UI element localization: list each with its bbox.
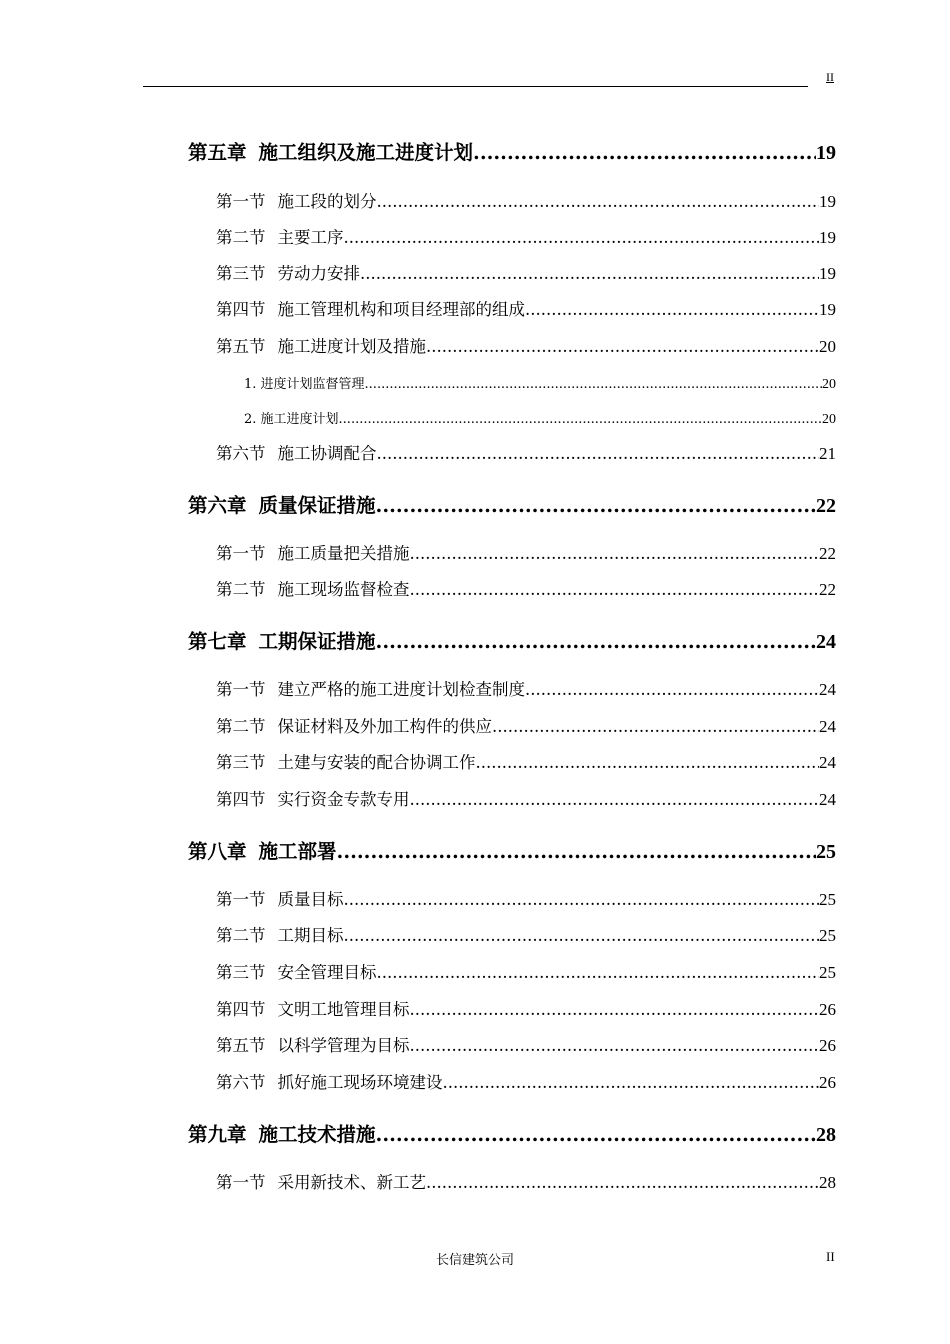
footer-page-number: II: [826, 1249, 835, 1264]
toc-entry-text: 施工质量把关措施: [277, 544, 410, 563]
toc-entry-text: 施工现场监督检查: [277, 580, 410, 599]
toc-leader-dots: [344, 228, 820, 247]
toc-entry-page: 20: [822, 377, 836, 392]
header-page-number: II: [826, 70, 834, 84]
toc-entry-number: 第五节: [216, 337, 266, 356]
toc-section-entry[interactable]: [216, 440, 836, 466]
toc-entry-text: 2. 施工进度计划: [244, 412, 339, 427]
toc-entry-number: 第二节: [216, 926, 266, 945]
toc-leader-dots: [360, 264, 819, 283]
toc-chapter-entry[interactable]: [188, 137, 836, 167]
toc-leader-dots: [377, 444, 820, 463]
toc-leader-dots: [492, 717, 819, 736]
toc-chapter-entry[interactable]: [188, 836, 836, 866]
toc-section-entry[interactable]: [216, 786, 836, 812]
toc-entry-page: 19: [819, 192, 836, 211]
toc-entry-title: [216, 260, 360, 284]
toc-section-entry[interactable]: [216, 922, 836, 948]
toc-entry-page: 28: [819, 1173, 836, 1192]
toc-entry-title: [216, 996, 410, 1020]
toc-section-entry[interactable]: [216, 260, 836, 286]
toc-entry-number: 第六节: [216, 444, 266, 463]
toc-leader-dots: [377, 192, 820, 211]
toc-entry-text: 抓好施工现场环境建设: [277, 1073, 443, 1092]
toc-entry-title: [216, 1032, 410, 1056]
toc-leader-dots: [376, 630, 816, 653]
toc-entry-number: 第五章: [188, 141, 247, 164]
toc-section-entry[interactable]: [216, 296, 836, 322]
toc-chapter-entry[interactable]: [188, 490, 836, 520]
toc-entry-title: [216, 224, 344, 248]
toc-entry-title: [244, 408, 339, 427]
toc-leader-dots: [410, 1036, 820, 1055]
toc-entry-number: 第五节: [216, 1036, 266, 1055]
toc-entry-number: 第一节: [216, 1173, 266, 1192]
toc-entry-number: 第四节: [216, 790, 266, 809]
toc-leader-dots: [344, 926, 820, 945]
toc-entry-title: [188, 1119, 376, 1147]
toc-subsection-entry[interactable]: [244, 408, 836, 428]
toc-entry-page: 19: [816, 142, 836, 164]
toc-section-entry[interactable]: [216, 749, 836, 775]
toc-entry-page: 26: [819, 1000, 836, 1019]
toc-leader-dots: [339, 412, 822, 427]
toc-entry-title: [216, 188, 377, 212]
toc-entry-title: [188, 490, 376, 518]
toc-entry-page: 19: [819, 228, 836, 247]
toc-entry-text: 施工部署: [258, 840, 337, 863]
footer-company: 长信建筑公司: [435, 1253, 514, 1268]
toc-entry-title: [244, 373, 365, 392]
toc-entry-number: 第二节: [216, 580, 266, 599]
toc-entry-title: [216, 886, 344, 910]
toc-leader-dots: [525, 300, 819, 319]
toc-entry-number: 第四节: [216, 300, 266, 319]
toc-entry-text: 质量目标: [277, 890, 344, 909]
toc-entry-title: [216, 333, 426, 357]
toc-section-entry[interactable]: [216, 540, 836, 566]
toc-entry-page: 20: [819, 337, 836, 356]
toc-section-entry[interactable]: [216, 1169, 836, 1195]
toc-entry-page: 21: [819, 444, 836, 463]
toc-entry-number: 第八章: [188, 840, 247, 863]
toc-entry-text: 质量保证措施: [258, 494, 376, 517]
toc-entry-page: 22: [819, 544, 836, 563]
toc-leader-dots: [426, 337, 819, 356]
toc-entry-page: 26: [819, 1073, 836, 1092]
toc-entry-number: 第一节: [216, 192, 266, 211]
toc-entry-text: 施工管理机构和项目经理部的组成: [277, 300, 525, 319]
toc-entry-page: 24: [819, 790, 836, 809]
toc-entry-page: 25: [819, 890, 836, 909]
toc-entry-number: 第六节: [216, 1073, 266, 1092]
toc-entry-title: [216, 1069, 443, 1093]
toc-entry-number: 第六章: [188, 494, 247, 517]
toc-leader-dots: [473, 141, 816, 164]
toc-entry-number: 第三节: [216, 264, 266, 283]
toc-entry-title: [216, 576, 410, 600]
toc-entry-page: 25: [819, 926, 836, 945]
toc-leader-dots: [410, 544, 820, 563]
toc-entry-title: [188, 836, 337, 864]
toc-section-entry[interactable]: [216, 333, 836, 359]
toc-entry-page: 25: [816, 841, 836, 863]
toc-entry-page: 25: [819, 963, 836, 982]
toc-entry-number: 第一节: [216, 890, 266, 909]
toc-section-entry[interactable]: [216, 224, 836, 250]
toc-entry-page: 22: [816, 495, 836, 517]
toc-entry-text: 建立严格的施工进度计划检查制度: [277, 680, 525, 699]
toc-leader-dots: [426, 1173, 819, 1192]
toc-leader-dots: [376, 494, 816, 517]
toc-chapter-entry[interactable]: [188, 1119, 836, 1149]
toc-section-entry[interactable]: [216, 713, 836, 739]
toc-entry-title: [216, 296, 525, 320]
toc-entry-number: 第四节: [216, 1000, 266, 1019]
toc-entry-number: 第二节: [216, 717, 266, 736]
toc-section-entry[interactable]: [216, 996, 836, 1022]
toc-entry-text: 实行资金专款专用: [277, 790, 410, 809]
toc-leader-dots: [376, 1123, 816, 1146]
toc-entry-text: 施工协调配合: [277, 444, 377, 463]
toc-entry-text: 施工进度计划及措施: [277, 337, 426, 356]
toc-entry-title: [216, 440, 377, 464]
toc-entry-page: 24: [819, 753, 836, 772]
toc-entry-title: [216, 786, 410, 810]
toc-entry-title: [216, 1169, 426, 1193]
toc-entry-page: 28: [816, 1124, 836, 1146]
toc-entry-page: 19: [819, 264, 836, 283]
toc-entry-title: [216, 749, 476, 773]
toc-entry-title: [188, 626, 376, 654]
toc-entry-text: 安全管理目标: [277, 963, 377, 982]
toc-entry-number: 第三节: [216, 963, 266, 982]
toc-leader-dots: [337, 840, 816, 863]
toc-section-entry[interactable]: [216, 676, 836, 702]
toc-entry-page: 26: [819, 1036, 836, 1055]
toc-leader-dots: [410, 790, 820, 809]
toc-entry-number: 第三节: [216, 753, 266, 772]
toc-entry-page: 19: [819, 300, 836, 319]
toc-entry-number: 第九章: [188, 1123, 247, 1146]
toc-entry-text: 施工组织及施工进度计划: [258, 141, 474, 164]
toc-entry-text: 施工段的划分: [277, 192, 377, 211]
toc-entry-page: 24: [819, 717, 836, 736]
toc-leader-dots: [443, 1073, 820, 1092]
toc-entry-page: 22: [819, 580, 836, 599]
toc-entry-number: 第七章: [188, 630, 247, 653]
toc-leader-dots: [344, 890, 820, 909]
toc-entry-text: 以科学管理为目标: [277, 1036, 410, 1055]
toc-section-entry[interactable]: [216, 1032, 836, 1058]
toc-entry-text: 主要工序: [277, 228, 344, 247]
toc-section-entry[interactable]: [216, 576, 836, 602]
toc-leader-dots: [525, 680, 819, 699]
toc-entry-page: 24: [819, 680, 836, 699]
toc-entry-text: 采用新技术、新工艺: [277, 1173, 426, 1192]
toc-subsection-entry[interactable]: [244, 373, 836, 393]
toc-entry-number: 第一节: [216, 544, 266, 563]
toc-entry-text: 工期保证措施: [258, 630, 376, 653]
toc-leader-dots: [410, 580, 820, 599]
toc-leader-dots: [476, 753, 820, 772]
toc-section-entry[interactable]: [216, 959, 836, 985]
toc-entry-page: 20: [822, 412, 836, 427]
toc-section-entry[interactable]: [216, 1069, 836, 1095]
toc-leader-dots: [377, 963, 820, 982]
toc-entry-title: [216, 959, 377, 983]
toc-leader-dots: [365, 377, 822, 392]
toc-entry-text: 工期目标: [277, 926, 344, 945]
toc-entry-text: 保证材料及外加工构件的供应: [277, 717, 492, 736]
toc-entry-text: 土建与安装的配合协调工作: [277, 753, 476, 772]
toc-entry-page: 24: [816, 631, 836, 653]
toc-entry-number: 第二节: [216, 228, 266, 247]
toc-entry-title: [188, 137, 473, 165]
toc-entry-title: [216, 713, 492, 737]
toc-entry-title: [216, 922, 344, 946]
toc-entry-text: 劳动力安排: [277, 264, 360, 283]
toc-entry-title: [216, 540, 410, 564]
toc-entry-title: [216, 676, 525, 700]
toc-chapter-entry[interactable]: [188, 626, 836, 656]
toc-leader-dots: [410, 1000, 820, 1019]
toc-section-entry[interactable]: [216, 188, 836, 214]
toc-entry-number: 第一节: [216, 680, 266, 699]
toc-entry-text: 1. 进度计划监督管理: [244, 377, 365, 392]
toc-entry-text: 施工技术措施: [258, 1123, 376, 1146]
toc-entry-text: 文明工地管理目标: [277, 1000, 410, 1019]
toc-section-entry[interactable]: [216, 886, 836, 912]
